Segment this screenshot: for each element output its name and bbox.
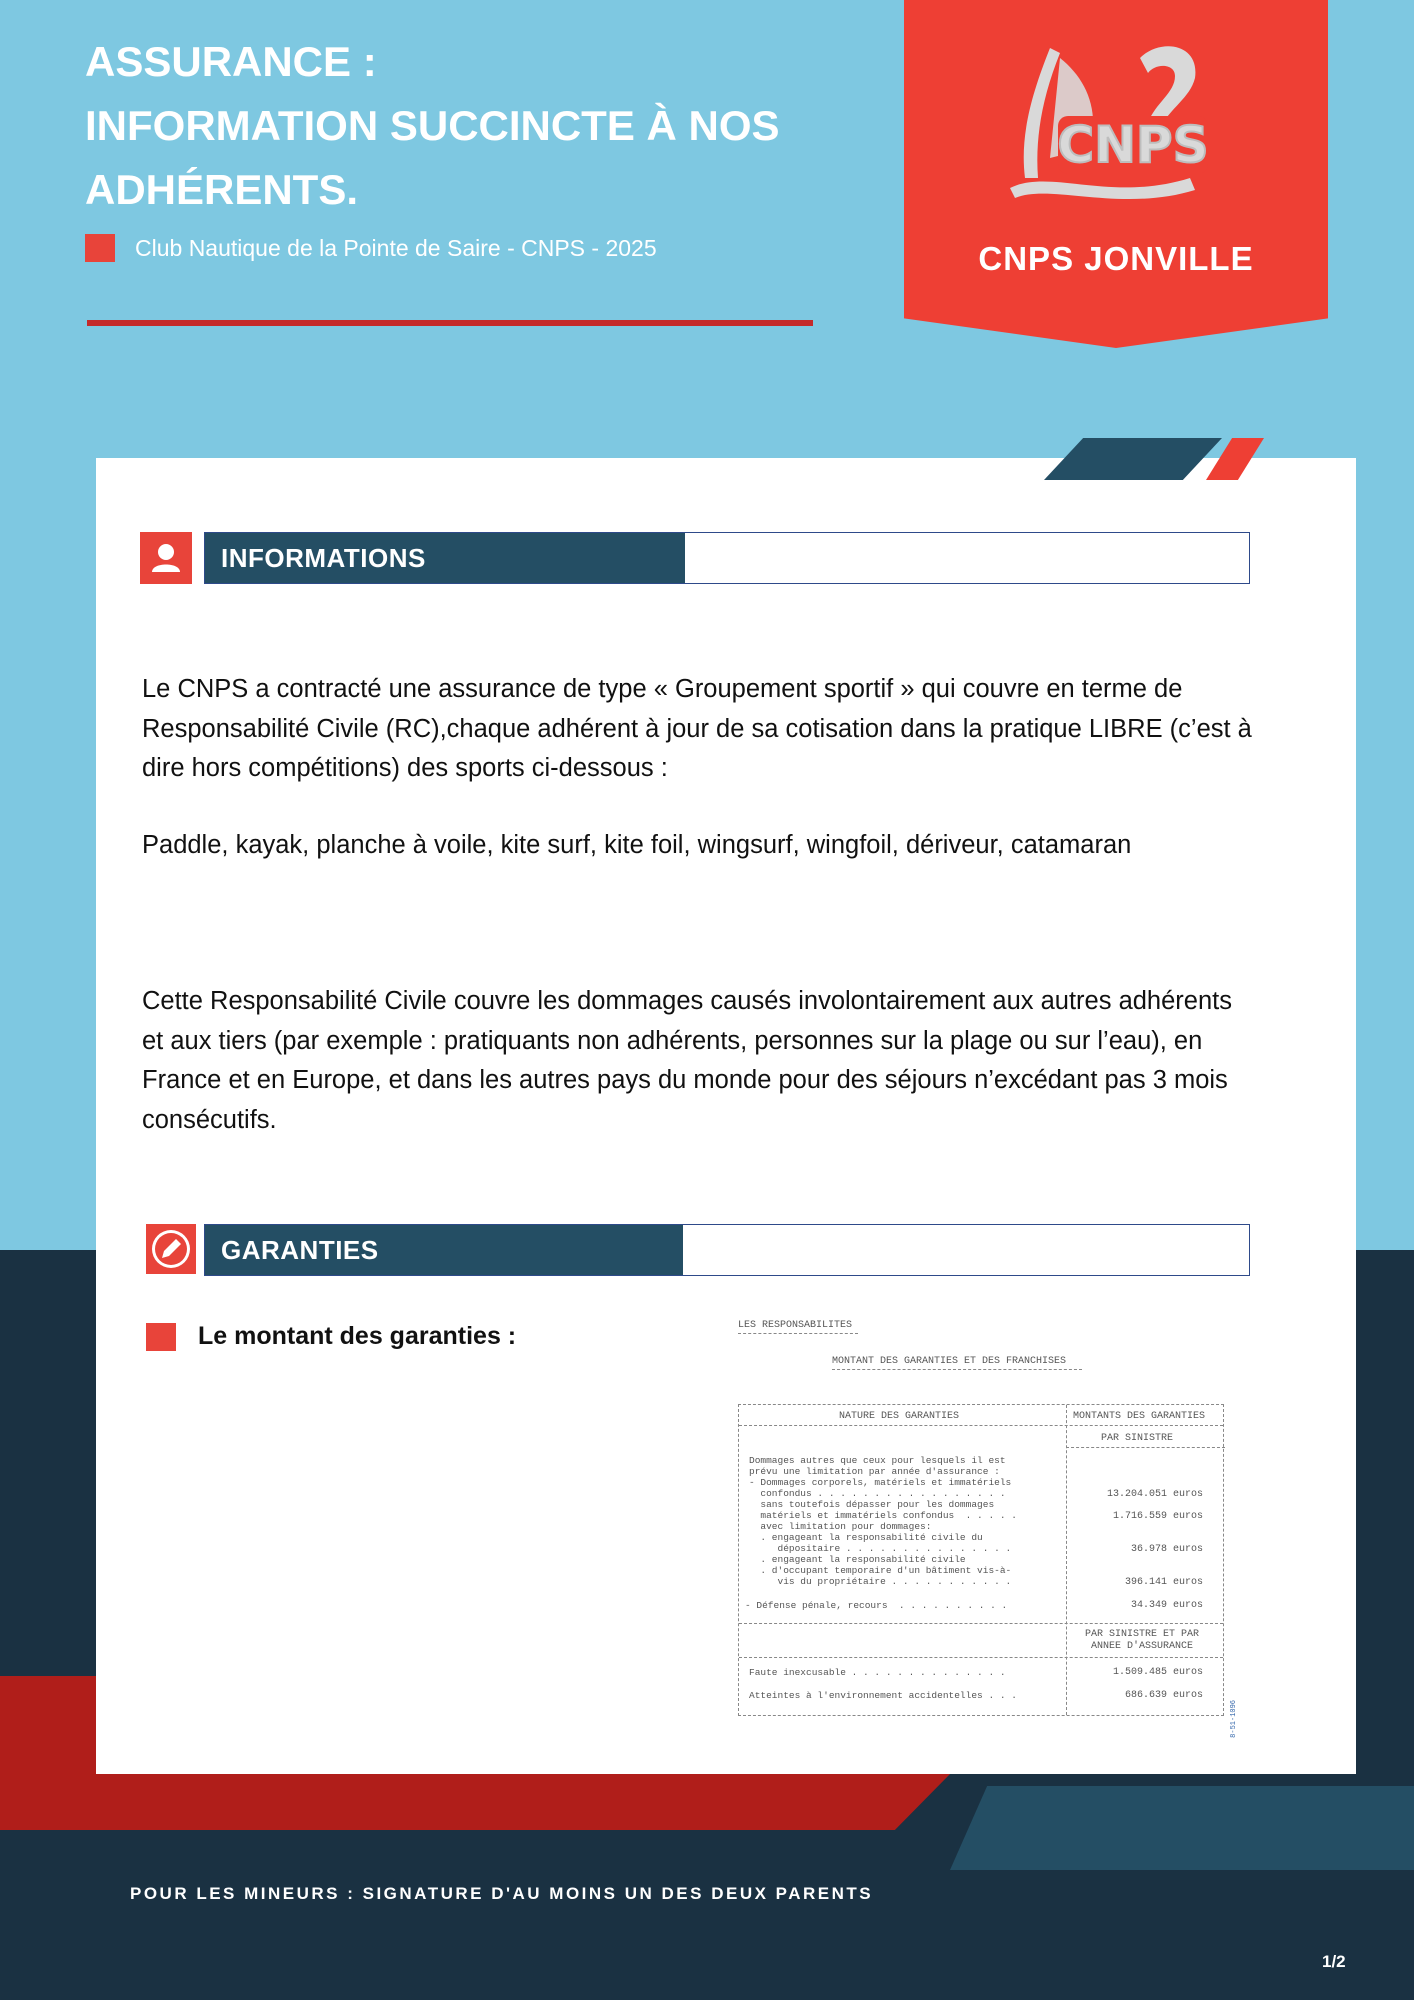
subtitle-row <box>85 234 657 262</box>
scan-col-subheader: PAR SINISTRE <box>1101 1433 1174 1444</box>
title-divider <box>87 320 813 326</box>
garanties-bullet <box>146 1322 516 1351</box>
decor-red-strip <box>0 1772 952 1830</box>
scan-value: 1.509.485 euros <box>1112 1667 1203 1678</box>
square-bullet-icon <box>146 1323 176 1351</box>
scan-row-faute: Faute inexcusable . . . . . . . . . . . . . . <box>749 1667 1006 1678</box>
title-line-3: ADHÉRENTS. <box>85 166 359 213</box>
scan-row-divider <box>739 1425 1223 1426</box>
scan-col-header-montants: MONTANTS DES GARANTIES <box>1073 1411 1206 1422</box>
scan-col-subheader: PAR SINISTRE ET PAR ANNEE D'ASSURANCE <box>1085 1629 1200 1652</box>
page-number: 1/2 <box>1322 1952 1346 1971</box>
title-line-2: INFORMATION SUCCINCTE À NOS <box>85 102 780 149</box>
guarantees-table-scan <box>736 1320 1236 1740</box>
section-title-garanties: GARANTIES <box>221 1235 379 1265</box>
section-header-informations <box>204 532 1250 584</box>
scan-row-atteintes: Atteintes à l'environnement accidentelles . . . <box>749 1690 1017 1701</box>
cnps-logo <box>990 38 1240 208</box>
scan-reference: 8-51-1096 <box>1230 1700 1238 1738</box>
scan-col-header-nature: NATURE DES GARANTIES <box>839 1411 960 1422</box>
scan-value: 686.639 euros <box>1124 1690 1203 1701</box>
scan-value: 13.204.051 euros <box>1106 1489 1203 1500</box>
section-title-informations: INFORMATIONS <box>221 543 426 573</box>
page-title <box>85 30 885 222</box>
paragraph-coverage: Le CNPS a contracté une assurance de type « Groupement sportif » qui couvre en terme de Responsabilité Civile (RC),chaque adhérent à jour de sa cotisation dans la pratique LIBRE (c’est à dire hors compétitions) des sports ci-dessous : <box>142 675 1252 782</box>
square-bullet-icon <box>85 234 115 262</box>
scan-row-divider <box>1066 1447 1225 1448</box>
paragraph-scope: Cette Responsabilité Civile couvre les dommages causés involontairement aux autres adhérents et aux tiers (par exemple : pratiquants non adhérents, personnes sur la plage ou sur l’eau), en France et en Europe, et dans les autres pays du monde pour des séjours n’excédant pas 3 mois consécutifs. <box>142 987 1232 1134</box>
banner-label: CNPS JONVILLE <box>978 240 1254 277</box>
decor-teal-strip <box>950 1786 1414 1870</box>
section-header-garanties <box>204 1224 1250 1276</box>
scan-value: 34.349 euros <box>1130 1600 1203 1611</box>
subtitle: Club Nautique de la Pointe de Saire - CNPS - 2025 <box>135 234 657 261</box>
bullet-label: Le montant des garanties : <box>198 1322 517 1350</box>
scan-value: 1.716.559 euros <box>1112 1511 1203 1522</box>
scan-row-defense: - Défense pénale, recours . . . . . . . . . . <box>745 1600 1008 1611</box>
svg-text:CNPS: CNPS <box>1057 116 1209 174</box>
footer-note: POUR LES MINEURS : SIGNATURE D'AU MOINS UN DES DEUX PARENTS <box>130 1884 874 1903</box>
user-icon <box>140 532 192 584</box>
title-line-1: ASSURANCE : <box>85 38 377 85</box>
scan-underline <box>832 1369 1082 1370</box>
scan-underline <box>738 1333 858 1334</box>
scan-subtitle: MONTANT DES GARANTIES ET DES FRANCHISES <box>832 1356 1067 1367</box>
paragraph-sports: Paddle, kayak, planche à voile, kite surf, kite foil, wingsurf, wingfoil, dériveur, catamaran <box>142 831 1132 859</box>
scan-row-divider <box>739 1623 1223 1624</box>
scan-table <box>738 1404 1224 1716</box>
pencil-icon <box>146 1224 196 1274</box>
scan-value: 36.978 euros <box>1130 1544 1203 1555</box>
scan-column-divider <box>1066 1405 1067 1715</box>
scan-title: LES RESPONSABILITES <box>738 1320 853 1331</box>
scan-rows-text: Dommages autres que ceux pour lesquels il est prévu une limitation par année d'assurance : - Dommages corporels, matériels et immatériels confondus . . . . . . . . . . . . . . . . . sans toutefois dépasser pour les dommages matériels et immatériels confondus . . . . . avec limitation pour dommages: . engageant la responsabilité civile du dépositaire . . . . . . . . . . . . . . . . engageant la responsabilité civile . d'occupant temporaire d'un bâtiment vis-à- vis du propriétaire . . . . . . . . . . . <box>749 1455 1017 1587</box>
scan-value: 396.141 euros <box>1124 1577 1203 1588</box>
scan-row-divider <box>739 1657 1223 1658</box>
